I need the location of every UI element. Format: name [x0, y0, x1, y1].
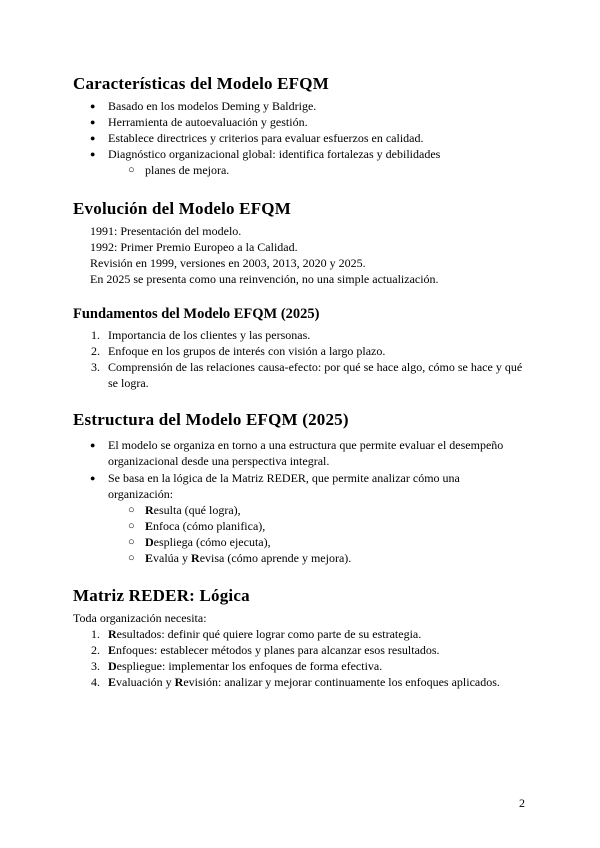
circle-marker: ○ [128, 536, 135, 548]
text-line: Revisión en 1999, versiones en 2003, 2013, 2020 y 2025. [90, 256, 366, 270]
circle-marker: ○ [128, 552, 135, 564]
heading-matriz: Matriz REDER: Lógica [73, 586, 250, 605]
sub-list-item: planes de mejora. [145, 163, 230, 177]
circle-marker: ○ [128, 520, 135, 532]
numbered-item: Importancia de los clientes y las personas. [108, 328, 311, 342]
list-item: Basado en los modelos Deming y Baldrige. [108, 99, 317, 113]
bold-initial: R [174, 675, 184, 689]
numbered-text: evisión: analizar y mejorar continuamente los enfoques aplicados. [183, 675, 500, 689]
numbered-item [108, 658, 382, 674]
bold-initial: R [145, 503, 154, 517]
bullet-marker: ● [90, 149, 96, 159]
text-line: En 2025 se presenta como una reinvención, no una simple actualización. [90, 272, 439, 286]
heading-fundamentos: Fundamentos del Modelo EFQM (2025) [73, 306, 320, 322]
list-item: Diagnóstico organizacional global: identifica fortalezas y debilidades [108, 147, 441, 161]
numbered-item: Enfoque en los grupos de interés con visión a largo plazo. [108, 344, 386, 358]
list-number: 3. [91, 360, 100, 374]
bullet-marker: ● [90, 440, 96, 450]
bullet-marker: ● [90, 473, 96, 483]
numbered-item [108, 626, 421, 642]
sub-list-item [145, 502, 241, 518]
bullet-marker: ● [90, 101, 96, 111]
list-number: 1. [91, 627, 100, 641]
bold-initial: R [108, 627, 117, 641]
sub-list-text: evisa (cómo aprende y mejora). [199, 551, 352, 565]
intro-text: Toda organización necesita: [73, 611, 207, 625]
heading-estructura: Estructura del Modelo EFQM (2025) [73, 410, 349, 429]
numbered-item [108, 642, 440, 658]
list-number: 1. [91, 328, 100, 342]
bold-initial: E [108, 643, 117, 657]
sub-list-text: espliega (cómo ejecuta), [153, 535, 271, 549]
bold-initial: E [145, 519, 154, 533]
circle-marker: ○ [128, 164, 135, 176]
sub-list-text: esulta (qué logra), [153, 503, 241, 517]
numbered-text: espliegue: implementar los enfoques de forma efectiva. [116, 659, 383, 673]
numbered-text: nfoques: establecer métodos y planes para alcanzar esos resultados. [116, 643, 440, 657]
bullet-marker: ● [90, 117, 96, 127]
list-number: 2. [91, 643, 100, 657]
bold-initial: E [108, 675, 117, 689]
numbered-text: valuación y [116, 675, 175, 689]
text-line: 1992: Primer Premio Europeo a la Calidad. [90, 240, 298, 254]
list-item: Establece directrices y criterios para evaluar esfuerzos en calidad. [108, 131, 424, 145]
list-number: 3. [91, 659, 100, 673]
heading-caracteristicas: Características del Modelo EFQM [73, 74, 329, 93]
sub-list-text: nfoca (cómo planifica), [153, 519, 266, 533]
heading-evolucion: Evolución del Modelo EFQM [73, 199, 291, 218]
circle-marker: ○ [128, 504, 135, 516]
numbered-item [108, 674, 500, 690]
list-number: 2. [91, 344, 100, 358]
sub-list-item [145, 550, 351, 566]
list-item: El modelo se organiza en torno a una estructura que permite evaluar el desempeño organizacional desde una perspectiva integral. [108, 438, 504, 468]
list-item: Herramienta de autoevaluación y gestión. [108, 115, 308, 129]
list-item: Se basa en la lógica de la Matriz REDER, que permite analizar cómo una organización: [108, 471, 460, 501]
bold-initial: E [145, 551, 154, 565]
text-line: 1991: Presentación del modelo. [90, 224, 242, 238]
numbered-text: esultados: definir qué quiere lograr como parte de su estrategia. [116, 627, 422, 641]
bullet-marker: ● [90, 133, 96, 143]
page-number: 2 [519, 796, 525, 810]
list-number: 4. [91, 675, 100, 689]
sub-list-text: valúa y [153, 551, 192, 565]
sub-list-item [145, 518, 265, 534]
numbered-item: Comprensión de las relaciones causa-efecto: por qué se hace algo, cómo se hace y qué se logra. [108, 360, 523, 390]
bold-initial: D [145, 535, 154, 549]
bold-initial: D [108, 659, 117, 673]
sub-list-item [145, 534, 271, 550]
bold-initial: R [191, 551, 200, 565]
